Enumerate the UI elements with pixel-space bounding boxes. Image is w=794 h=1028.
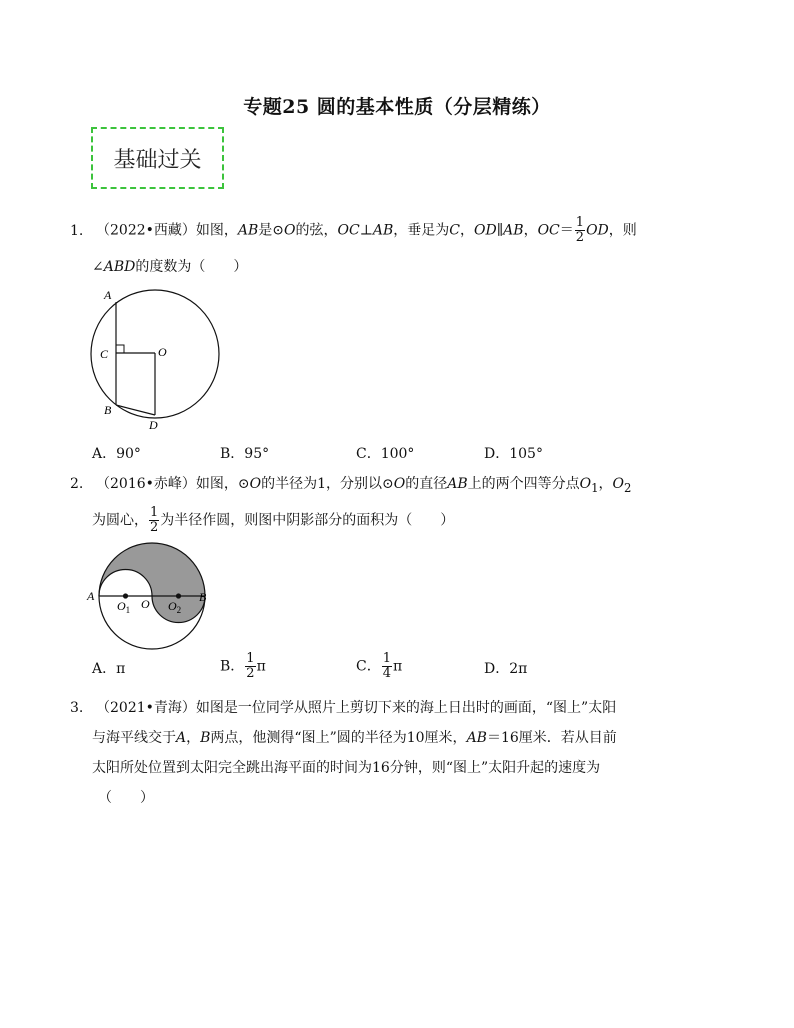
fraction: $\frac{1}{2}$: [150, 505, 159, 535]
question-source: （2016•赤峰）: [96, 476, 196, 492]
fraction: $\frac{1}{2}$: [575, 215, 585, 245]
question-1-line-1: 1. （2022•西藏）如图，AB是⊙O的弦，OC⊥AB，垂足为C，OD∥AB，OC＝ $\frac{1}{2}$ OD，则: [70, 215, 637, 245]
label-d: D: [149, 418, 158, 432]
fraction: $\frac{1}{2}$: [246, 651, 255, 681]
option-d: D．105°: [484, 446, 543, 462]
label-o: O: [141, 597, 150, 611]
question-3-line-1: 3. （2021•青海）如图是一位同学从照片上剪切下来的海上日出时的画面，“图上”太阳: [70, 700, 617, 716]
option-c: C． $\frac{1}{4}$ π: [356, 651, 403, 681]
question-number: 1.: [70, 222, 84, 239]
label-c: C: [100, 347, 109, 361]
option-d: D．2π: [484, 661, 528, 677]
label-o1: $O_1$: [117, 599, 131, 615]
label-a: A: [104, 288, 112, 302]
label-a: A: [87, 589, 95, 603]
question-2-figure: [85, 540, 215, 650]
option-b: B． $\frac{1}{2}$ π: [220, 651, 266, 681]
label-b: B: [199, 590, 207, 604]
point-o2: [176, 593, 181, 598]
question-2-line-1: 2. （2016•赤峰）如图，⊙O的半径为1，分别以⊙O的直径AB上的两个四等分点$O_1$，$O_2$: [70, 476, 632, 495]
question-number: 2.: [70, 476, 84, 492]
right-angle-mark: [116, 345, 124, 353]
question-1-line-2: ∠ABD的度数为（ ）: [92, 259, 248, 275]
page-title: 专题25 圆的基本性质（分层精练）: [243, 96, 551, 118]
label-o: O: [158, 345, 167, 359]
question-1-figure: [85, 283, 230, 433]
option-a: A．90°: [92, 446, 141, 462]
point-o1: [123, 593, 128, 598]
question-source: （2022•西藏）: [96, 222, 196, 239]
shaded-region: [99, 543, 205, 623]
section-badge: 基础过关: [91, 127, 224, 189]
question-3-line-2: 与海平线交于A，B两点，他测得“图上”圆的半径为10厘米，AB＝16厘米．若从目前: [92, 730, 617, 746]
label-o2: $O_2$: [168, 599, 182, 615]
question-3-line-3: 太阳所处位置到太阳完全跳出海平面的时间为16分钟，则“图上”太阳升起的速度为: [92, 760, 601, 776]
segment-bd: [116, 405, 155, 415]
question-2-line-2: 为圆心， $\frac{1}{2}$ 为半径作圆，则图中阴影部分的面积为（ ）: [92, 505, 455, 535]
question-number: 3.: [70, 700, 84, 716]
option-c: C．100°: [356, 446, 415, 462]
question-3-line-4: （ ）: [98, 790, 154, 806]
question-source: （2021•青海）: [96, 700, 196, 716]
option-b: B．95°: [220, 446, 270, 462]
option-a: A．π: [92, 661, 126, 677]
fraction: $\frac{1}{4}$: [382, 651, 391, 681]
label-b: B: [104, 403, 112, 417]
